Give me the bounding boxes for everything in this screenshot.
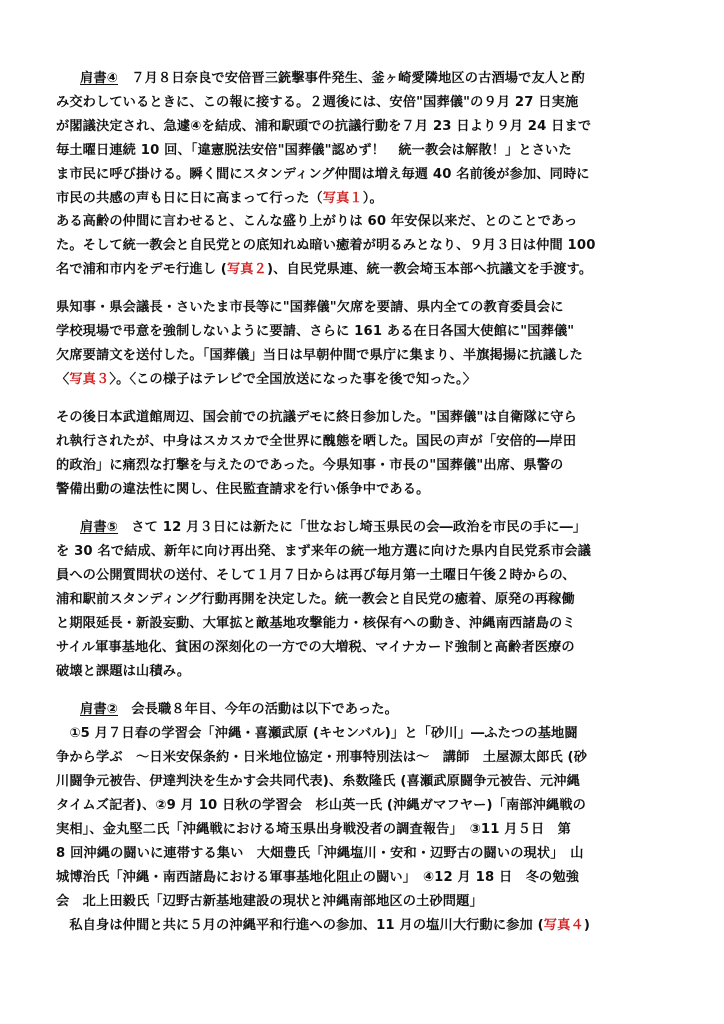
text-segment: と期限延長・新設妄動、大軍拡と敵基地攻撃能力・核保有への動き、沖縄南西諸島のミ xyxy=(56,616,576,631)
text-segment: れ執行されたが、中身はスカスカで全世界に醜態を晒した。国民の声が「安倍的―岸田 xyxy=(56,434,577,449)
text-segment: ) xyxy=(583,918,590,933)
text-line xyxy=(56,481,429,499)
text-line xyxy=(56,543,591,561)
text-line xyxy=(56,725,578,743)
text-line xyxy=(56,821,571,839)
text-segment: 川闘争元被告、伊達判決を生かす会共同代表)、糸数隆氏 (喜瀬武原闘争元被告、元沖縄 xyxy=(56,774,580,789)
text-line xyxy=(56,409,577,427)
text-segment: 〉。〈この様子はテレビで全国放送になった事を後で知った。〉 xyxy=(109,372,477,387)
text-line xyxy=(56,893,483,911)
text-segment: 毎土曜日連続 10 回、「違憲脱法安倍"国葬儀"認めず！ 統一教会は解散！」とさいた xyxy=(56,143,572,158)
text-line xyxy=(56,371,476,389)
text-segment: その後日本武道館周辺、国会前での抗議デモに終日参加した。"国葬儀"は自衛隊に守ら xyxy=(56,410,577,425)
text-segment: 会 北上田毅氏「辺野古新基地建設の現状と沖縄南部地区の土砂問題」 xyxy=(56,894,483,909)
text-line xyxy=(56,615,576,633)
text-segment: ７月８日奈良で安倍晋三銃撃事件発生、釜ヶ崎愛隣地区の古酒場で友人と酌 xyxy=(118,71,585,86)
text-segment: 学校現場で弔意を強制しないように要請、さらに 161 ある在日各国大使館に"国葬儀" xyxy=(56,324,575,339)
text-segment: ①5 月７日春の学習会「沖縄・喜瀬武原 (キセンバル)」と「砂川」―ふたつの基地闘 xyxy=(56,726,578,741)
section-heading: 肩書④ xyxy=(80,71,118,86)
text-segment: サイル軍事基地化、貧困の深刻化の一方での大増税、マイナカード強制と高齢者医療の xyxy=(56,640,575,655)
text-line xyxy=(56,433,576,451)
text-line xyxy=(56,94,578,112)
text-line xyxy=(56,237,596,255)
text-line xyxy=(56,347,583,365)
text-segment: ま市民に呼び掛ける。瞬く間にスタンディング仲間は増え毎週 40 名前後が参加、同時に xyxy=(56,167,590,182)
text-line xyxy=(56,749,587,767)
photo-reference: 写真１ xyxy=(322,191,363,206)
text-line xyxy=(56,457,563,475)
text-line xyxy=(80,701,398,719)
text-line xyxy=(56,773,580,791)
text-line xyxy=(56,142,572,160)
text-segment: 員への公開質問状の送付、そして１月７日からは再び毎月第一土曜日午後２時からの、 xyxy=(56,568,576,583)
text-line xyxy=(56,118,591,136)
text-line xyxy=(56,869,579,887)
text-line xyxy=(56,567,576,585)
text-line xyxy=(56,797,586,815)
text-segment: が閣議決定され、急遽④を結成、浦和駅頭での抗議行動を７月 23 日より９月 24 日まで xyxy=(56,119,592,134)
text-line xyxy=(56,166,590,184)
text-segment: 争から学ぶ ～日米安保条約・日米地位協定・刑事特別法は～ 講師 土屋源太郎氏 (砂 xyxy=(56,750,588,765)
text-segment: 浦和駅前スタンディング行動再開を決定した。統一教会と自民党の癒着、原発の再稼働 xyxy=(56,592,575,607)
text-segment: 破壊と課題は山積み。 xyxy=(56,664,191,679)
photo-reference: 写真３ xyxy=(69,372,110,387)
text-segment: ）。 xyxy=(362,191,383,206)
text-line xyxy=(56,917,590,935)
text-segment: さて 12 月３日には新たに「世なおし埼玉県民の会―政治を市民の手に―」 xyxy=(118,520,587,535)
text-segment: 〈 xyxy=(56,372,70,387)
text-segment: 欠席要請文を送付した。「国葬儀」当日は早朝仲間で県庁に集まり、半旗掲揚に抗議した xyxy=(56,348,583,363)
text-segment: 8 回沖縄の闘いに連帯する集い 大畑豊氏「沖縄塩川・安和・辺野古の闘いの現状」 山 xyxy=(56,846,584,861)
text-segment: 城博治氏「沖縄・南西諸島における軍事基地化阻止の闘い」 ④12 月 18 日 冬の勉強 xyxy=(56,870,580,885)
text-segment: 私自身は仲間と共に５月の沖縄平和行進への参加、11 月の塩川大行動に参加 ( xyxy=(56,918,544,933)
text-segment: 警備出動の違法性に関し、住民監査請求を行い係争中である。 xyxy=(56,482,430,497)
text-line xyxy=(56,845,584,863)
text-segment: 実相」、金丸堅二氏「沖縄戦における埼玉県出身戦没者の調査報告」 ③11 月５日 第 xyxy=(56,822,571,837)
text-line xyxy=(56,213,578,231)
text-line xyxy=(56,639,575,657)
text-line xyxy=(56,663,190,681)
text-line xyxy=(56,323,574,341)
text-segment: た。そして統一教会と自民党との底知れぬ暗い癒着が明るみとなり、９月３日は仲間 100 xyxy=(56,238,596,253)
text-line xyxy=(56,190,383,208)
section-heading: 肩書⑤ xyxy=(80,520,118,535)
text-segment: ある高齢の仲間に言わせると、こんな盛り上がりは 60 年安保以来だ、とのことであっ xyxy=(56,214,578,229)
text-line xyxy=(56,299,564,317)
text-line xyxy=(80,70,585,88)
section-heading: 肩書② xyxy=(80,702,118,717)
text-segment: 的政治」に痛烈な打撃を与えたのであった。今県知事・市長の"国葬儀"出席、県警の xyxy=(56,458,564,473)
text-line xyxy=(56,591,575,609)
text-segment: 県知事・県会議長・さいたま市長等に"国葬儀"欠席を要請、県内全ての教育委員会に xyxy=(56,300,564,315)
text-segment: 会長職８年目、今年の活動は以下であった。 xyxy=(118,702,398,717)
text-line xyxy=(80,519,586,537)
text-segment: み交わしているときに、この報に接する。２週後には、安倍"国葬儀"の９月 27 日実施 xyxy=(56,95,579,110)
text-segment: 市民の共感の声も日に日に高まって行った（ xyxy=(56,191,323,206)
photo-reference: 写真４ xyxy=(543,918,584,933)
text-segment: タイムズ記者)、②9 月 10 日秋の学習会 杉山英一氏 (沖縄ガマフヤー)「南部沖縄戦の xyxy=(56,798,586,813)
text-line xyxy=(56,261,592,279)
text-segment: )、自民党県連、統一教会埼玉本部へ抗議文を手渡す。 xyxy=(266,262,593,277)
text-segment: を 30 名で結成、新年に向け再出発、まず来年の統一地方選に向けた県内自民党系市会議 xyxy=(56,544,591,559)
text-segment: 名で浦和市内をデモ行進し ( xyxy=(56,262,227,277)
photo-reference: 写真２ xyxy=(226,262,267,277)
